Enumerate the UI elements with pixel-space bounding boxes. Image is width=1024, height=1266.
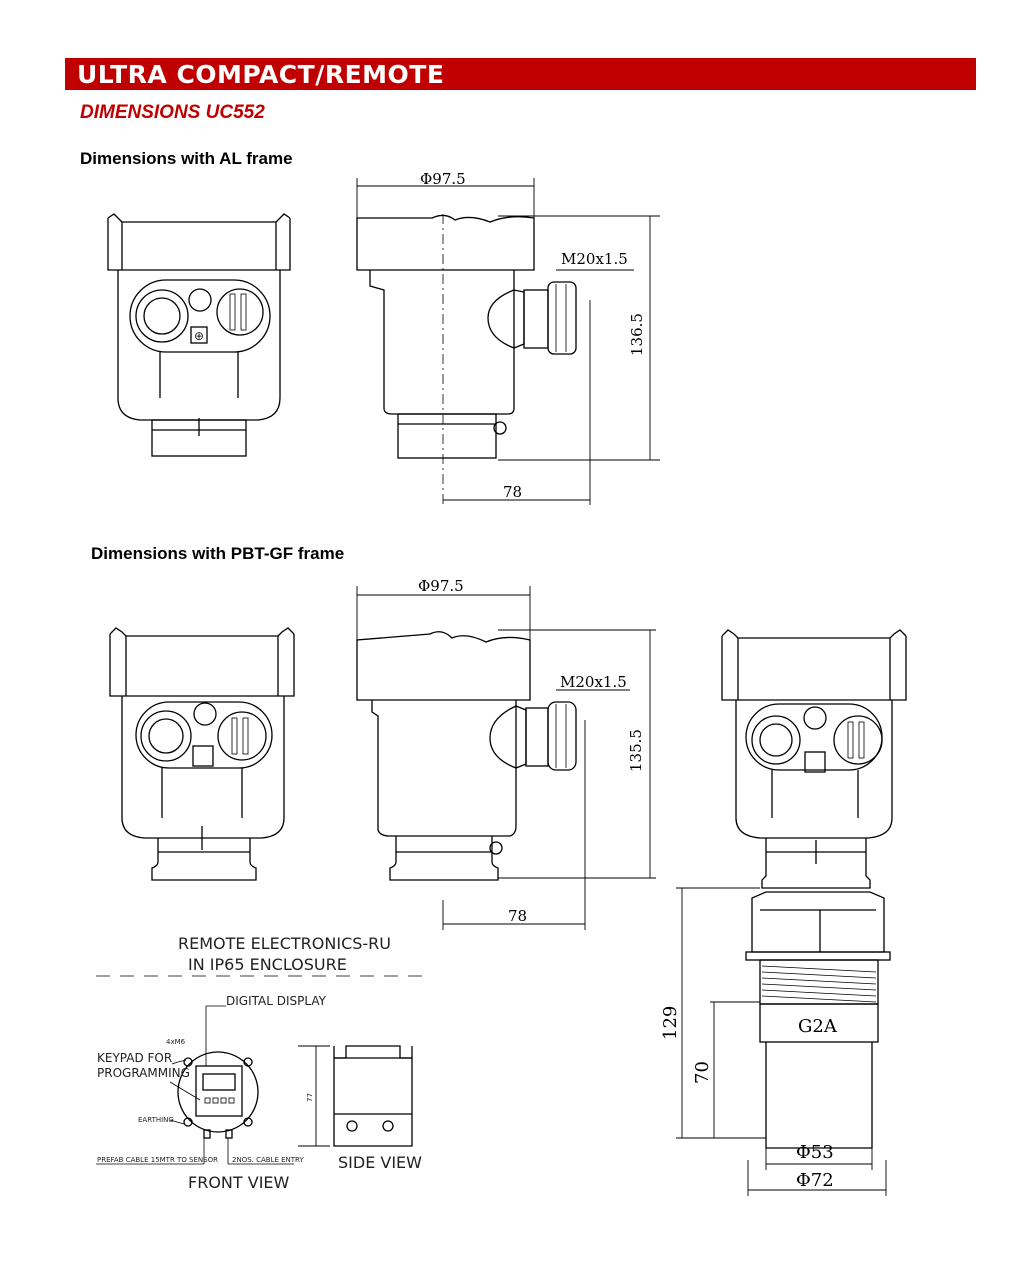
section-title-pbt-frame: Dimensions with PBT-GF frame [91, 544, 345, 563]
sensor-view [676, 630, 906, 1196]
pbt-diameter-label: Φ97.5 [418, 577, 464, 595]
section-title-al-frame: Dimensions with AL frame [80, 149, 293, 168]
remote-title-line1: REMOTE ELECTRONICS-RU [178, 934, 391, 953]
digital-display-label: DIGITAL DISPLAY [226, 994, 326, 1008]
al-height-label: 136.5 [628, 313, 646, 356]
keypad-label-line1: KEYPAD FOR [97, 1051, 173, 1065]
page-subtitle: DIMENSIONS UC552 [80, 102, 265, 123]
pbt-height-label: 135.5 [627, 729, 645, 772]
svg-text:⊕: ⊕ [194, 329, 205, 343]
front-view-label: FRONT VIEW [188, 1173, 290, 1192]
al-front-view [108, 214, 290, 456]
earthing-label: EARTHING [138, 1116, 174, 1124]
al-offset-label: 78 [503, 483, 523, 501]
screws-label: 4xM6 [166, 1038, 186, 1046]
page-title: ULTRA COMPACT/REMOTE [77, 60, 445, 89]
sensor-total-height-label: 129 [660, 1005, 681, 1040]
sensor-thread-height-label: 70 [692, 1061, 713, 1084]
pbt-offset-label: 78 [508, 907, 528, 925]
pbt-thread-label: M20x1.5 [560, 673, 627, 691]
al-side-view [357, 178, 660, 505]
side-view-label: SIDE VIEW [338, 1153, 422, 1172]
pbt-front-view [110, 628, 294, 880]
sensor-dia-large-label: Φ72 [796, 1170, 834, 1191]
remote-title-line2: IN IP65 ENCLOSURE [188, 955, 347, 974]
side-height-label: 77 [306, 1093, 314, 1102]
al-thread-label: M20x1.5 [561, 250, 628, 268]
cable-entry-label: 2NOS. CABLE ENTRY [232, 1156, 304, 1164]
sensor-thread-label: G2A [798, 1016, 837, 1037]
pbt-side-view [357, 586, 656, 930]
keypad-label-line2: PROGRAMMING [97, 1066, 190, 1080]
prefab-cable-label: PREFAB CABLE 15MTR TO SENSOR [97, 1156, 218, 1164]
sensor-dia-small-label: Φ53 [796, 1142, 834, 1163]
thread-hatch [762, 966, 876, 1002]
al-diameter-label: Φ97.5 [420, 170, 466, 188]
